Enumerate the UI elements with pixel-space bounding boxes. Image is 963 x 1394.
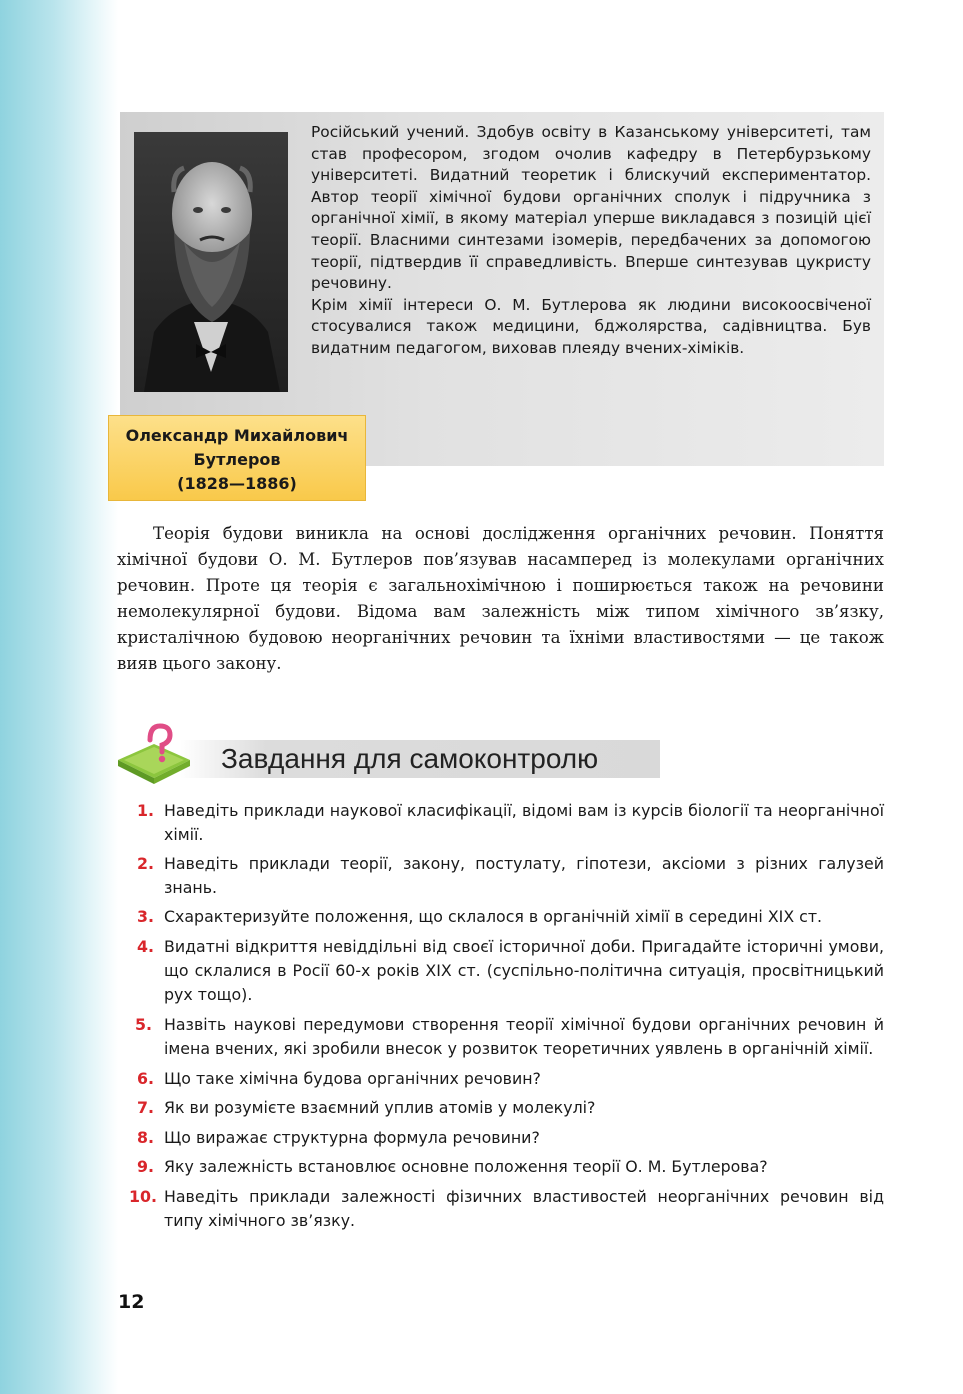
- main-paragraph: Теорія будови виникла на основі дослідження органічних речовин. Поняття хімічної будови О. М. Бутлеров пов’язував насамперед із молекулами органічних речовин. Проте ця теорія є загальнохімічною і поширюється також на речовини немолекулярної будови. Відома вам залежність між типом хімічного зв’язку, кристалічною будовою неорганічних речовин та їхніми властивостями — це також вияв цього закону.: [117, 524, 884, 673]
- task-number: 7.: [137, 1098, 154, 1117]
- question-book-icon: [114, 722, 194, 786]
- decorative-side-strip: [0, 0, 118, 1394]
- biography-paragraph-1: Російський учений. Здобув освіту в Казанському університеті, там став професором, згодом очолив кафедру в Петербурзькому університеті. Видатний теоретик і блискучий експериментатор. Автор теорії хімічної будови органічних сполук і підручника з органічної хімії, в якому матеріал уперше викладався з позицій цієї теорії. Власними синтезами ізомерів, передбачених за допомогою теорії, підтвердив її справедливість. Вперше синтезував цукристу речовину.: [311, 123, 871, 293]
- task-item: Що виражає структурна формула речовини?: [164, 1128, 540, 1147]
- task-item: Яку залежність встановлює основне положення теорії О. М. Бутлерова?: [164, 1157, 768, 1176]
- task-number: 6.: [137, 1069, 154, 1088]
- task-number: 9.: [137, 1157, 154, 1176]
- section-title: Завдання для самоконтролю: [221, 743, 599, 774]
- task-number: 8.: [137, 1128, 154, 1147]
- task-number: 5.: [135, 1015, 152, 1034]
- page-number: 12: [118, 1291, 145, 1313]
- portrait-photo: [134, 132, 288, 392]
- task-number: 2.: [137, 854, 154, 873]
- task-item: Наведіть приклади теорії, закону, постулату, гіпотези, аксіоми з різних галузей знань.: [164, 854, 884, 897]
- task-number: 1.: [137, 801, 154, 820]
- scientist-name-label: [108, 415, 366, 501]
- biography-text: [311, 122, 871, 360]
- task-item: Наведіть приклади залежності фізичних властивостей неорганічних речовин від типу хімічного зв’язку.: [164, 1187, 884, 1230]
- biography-paragraph-2: Крім хімії інтереси О. М. Бутлерова як людини високоосвіченої стосувалися також медицини, бджолярства, садівництва. Був видатним педагогом, виховав плеяду вчених-хіміків.: [311, 295, 871, 357]
- task-number: 3.: [137, 907, 154, 926]
- scientist-name-line-2: Бутлеров: [193, 450, 281, 469]
- task-item: Як ви розумієте взаємний уплив атомів у молекулі?: [164, 1098, 596, 1117]
- task-item: Що таке хімічна будова органічних речовин?: [164, 1069, 541, 1088]
- task-number: 10.: [129, 1187, 157, 1206]
- task-item: Видатні відкриття невіддільні від своєї історичної доби. Пригадайте історичні умови, що склалися в Росії 60-х років XIX ст. (суспільно-політична ситуація, просвітницький рух тощо).: [164, 937, 884, 1004]
- task-item: Схарактеризуйте положення, що склалося в органічній хімії в середині XIX ст.: [164, 907, 823, 926]
- scientist-name-line-1: Олександр Михайлович: [125, 426, 349, 445]
- task-item: Наведіть приклади наукової класифікації, відомі вам із курсів біології та неорганічної хімії.: [164, 801, 884, 844]
- task-number: 4.: [137, 937, 154, 956]
- scientist-years: (1828—1886): [177, 474, 297, 493]
- task-item: Назвіть наукові передумови створення теорії хімічної будови органічних речовин й імена вчених, які зробили внесок у розвиток теоретичних уявлень в органічній хімії.: [164, 1015, 884, 1058]
